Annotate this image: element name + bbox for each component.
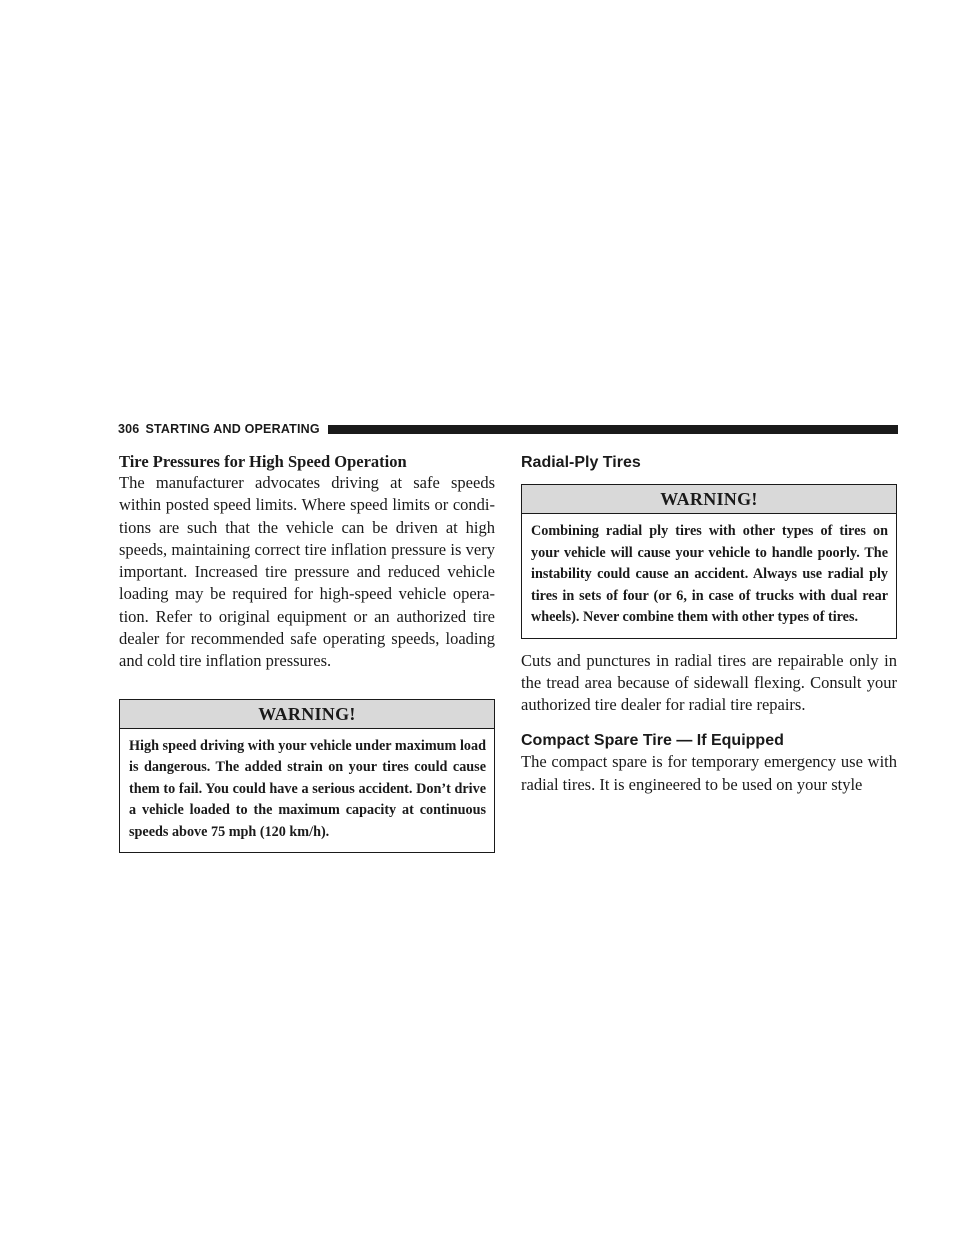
warning-title: WARNING!	[522, 485, 896, 514]
high-speed-warning	[119, 699, 495, 854]
warning-text: High speed driving with your vehicle under maximum load is dangerous. The added strain on your tires could cause them to fail. You could have a serious accident. Don’t drive a vehicle loaded to the maximum capacity at continuous speeds above 75 mph (120 km/h).	[129, 737, 486, 840]
radial-repair-paragraph: Cuts and punctures in radial tires are repairable only in the tread area because of sidewall flexing. Consult your authorized tire dealer for radial tire repairs.	[521, 650, 897, 715]
page-header	[118, 422, 898, 436]
section-title: STARTING AND OPERATING	[145, 422, 320, 436]
radial-ply-heading: Radial-Ply Tires	[521, 454, 641, 471]
warning-title: WARNING!	[120, 700, 494, 729]
high-speed-paragraph: The manufacturer advocates driving at safe speeds within posted speed limits. Where speed limits or conditions are such that the vehicle can be driven at high speeds, maintaining correct tire inflation pressure is very important. Increased tire pressure and reduced vehicle loading may be required for high-speed vehicle operation. Refer to original equipment or an authorized tire dealer for recommended safe operating speeds, loading and cold tire inflation pressures.	[119, 473, 495, 671]
radial-ply-warning	[521, 484, 897, 639]
right-column	[521, 452, 897, 796]
warning-text: Combining radial ply tires with other types of tires on your vehicle will cause your vehicle to handle poorly. The instability could cause an accident. Always use radial ply tires in sets of four (or 6, in case of trucks with dual rear wheels). Never combine them with other types of tires.	[531, 523, 888, 625]
compact-spare-paragraph: The compact spare is for temporary emergency use with radial tires. It is engineered to be used on your style	[521, 752, 897, 794]
page-number: 306	[118, 422, 140, 436]
high-speed-heading: Tire Pressures for High Speed Operation	[119, 452, 407, 471]
compact-spare-heading: Compact Spare Tire — If Equipped	[521, 732, 784, 750]
header-rule	[328, 425, 898, 434]
left-column	[119, 452, 495, 853]
